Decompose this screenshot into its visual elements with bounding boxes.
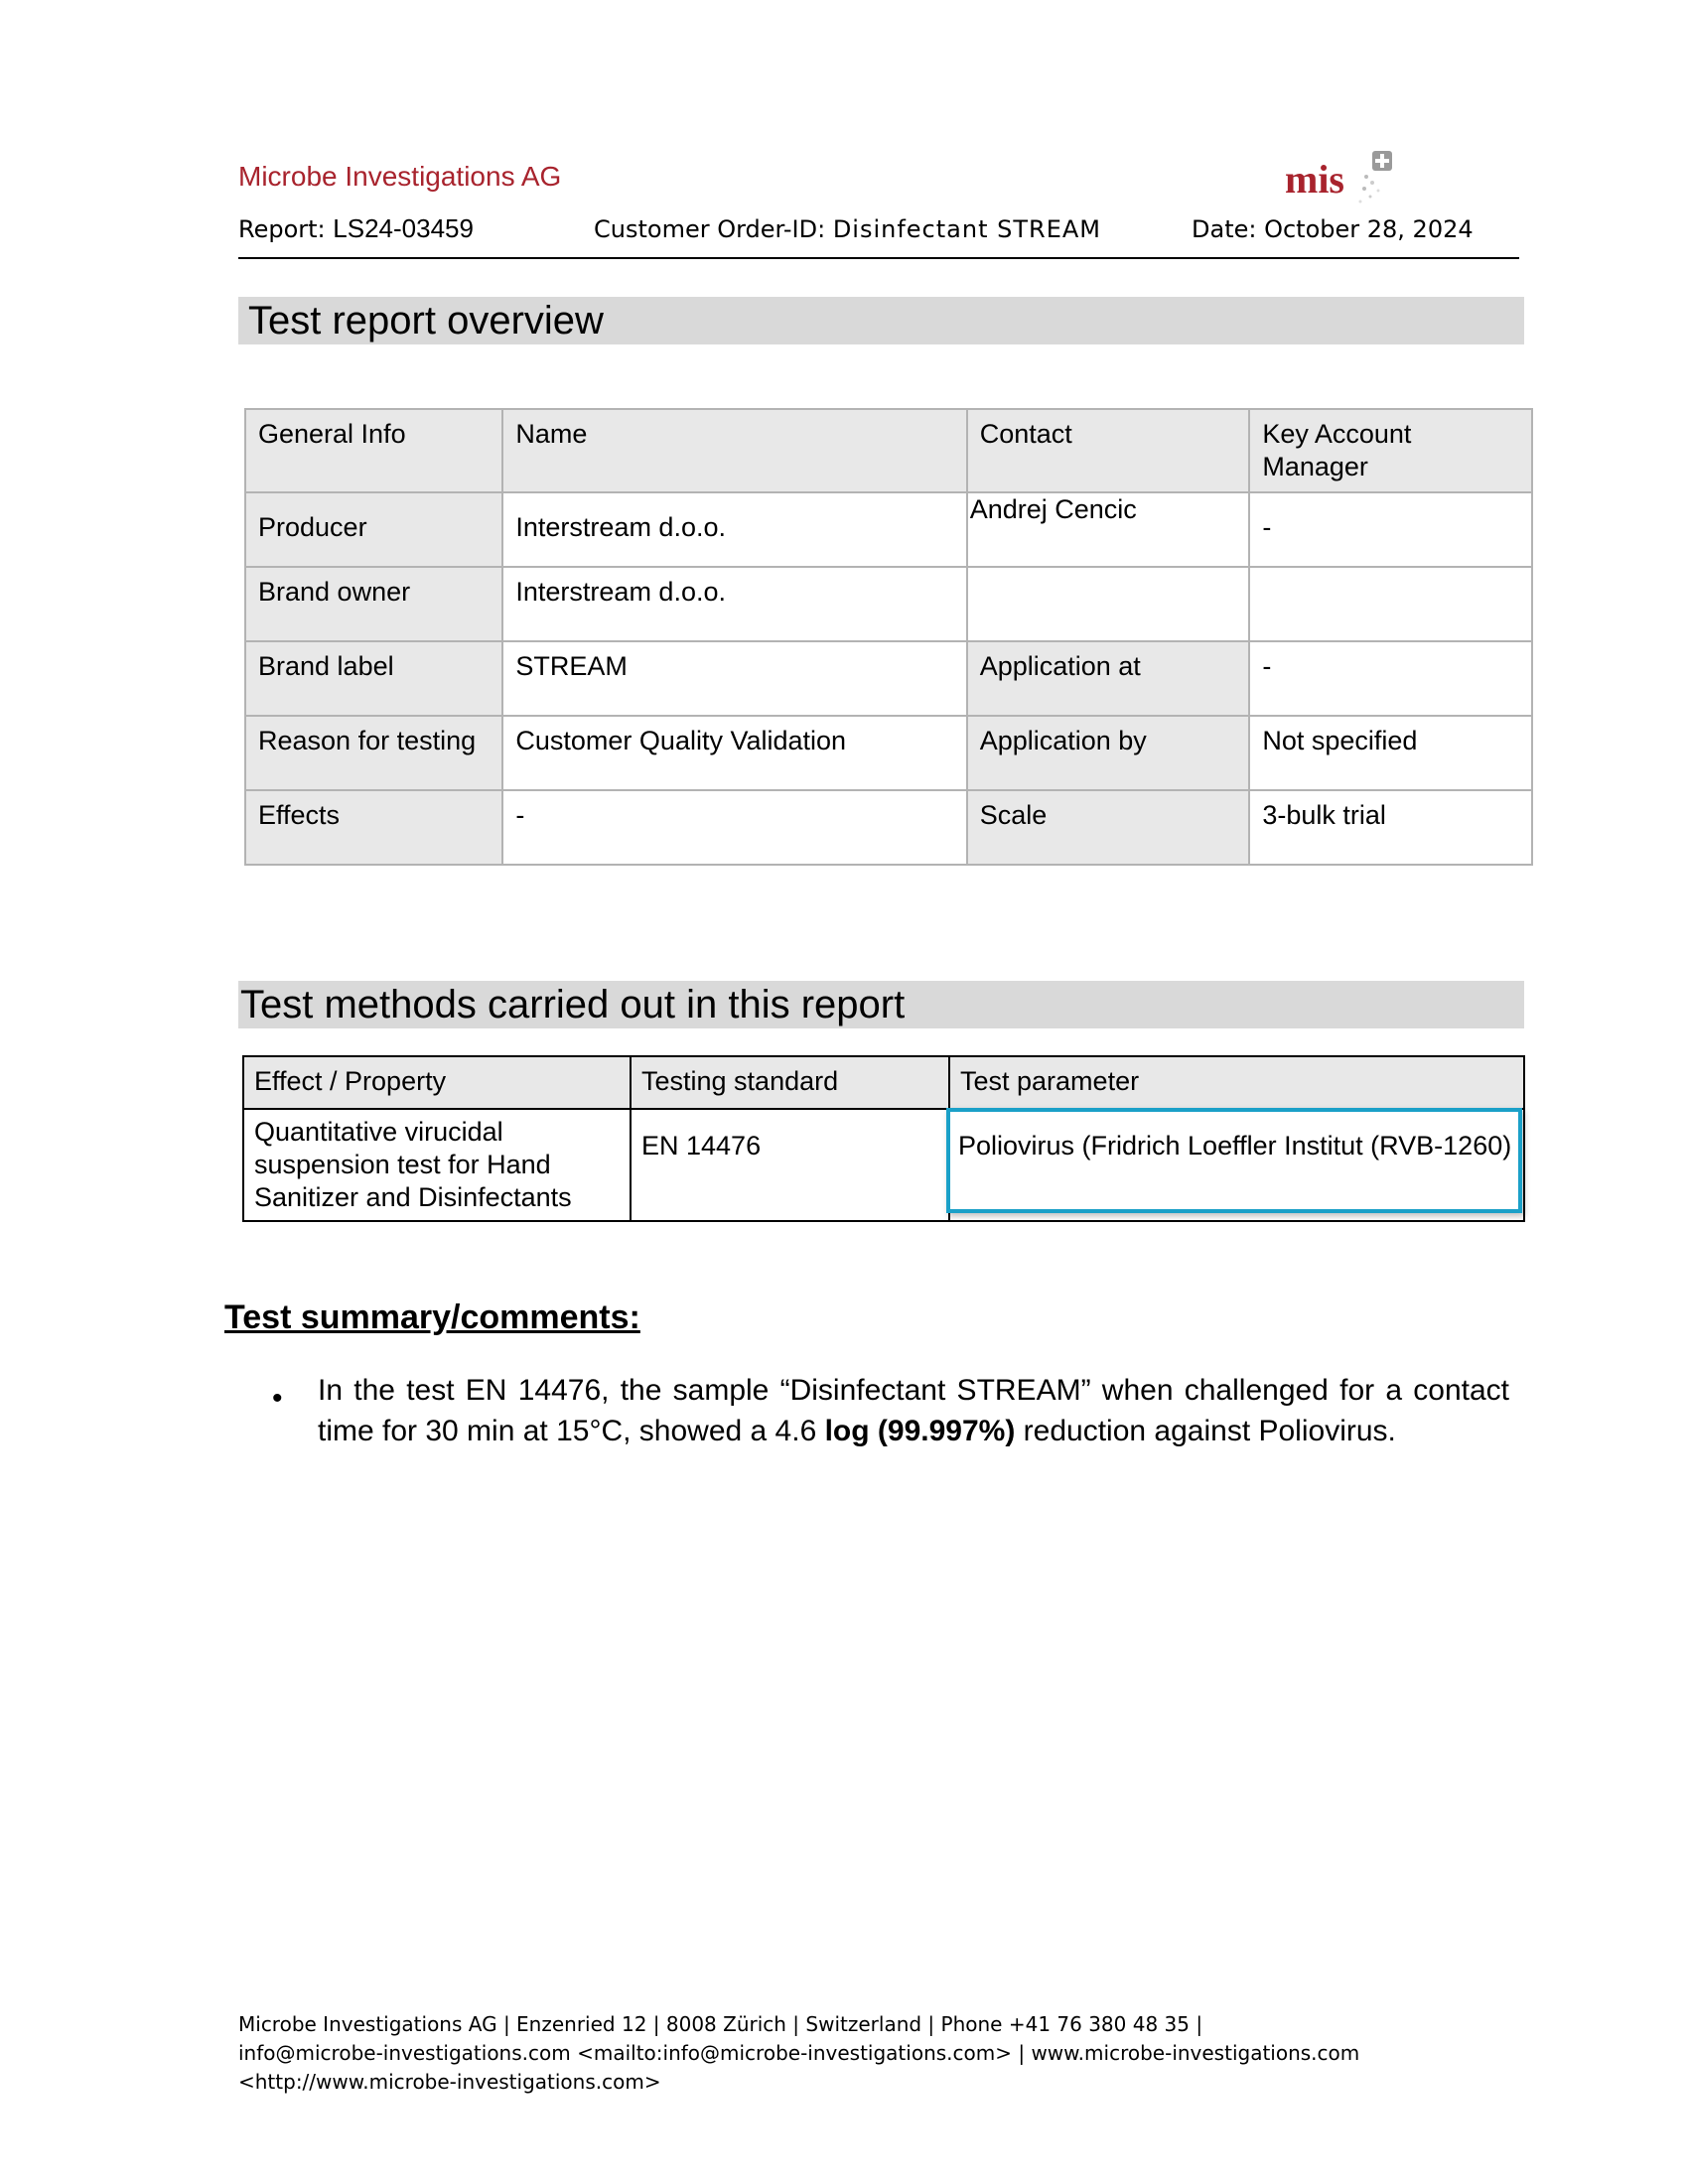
table-row	[245, 492, 1532, 567]
method-parameter-cell: Poliovirus (Fridrich Loeffler Institut (RVB-1260)	[949, 1109, 1524, 1221]
logo-text: mis	[1285, 157, 1344, 202]
overview-header-row	[245, 409, 1532, 492]
table-row	[245, 567, 1532, 641]
methods-header-cell: Effect / Property	[243, 1056, 631, 1109]
summary-text-part: In the test EN 14476, the sample “Disinfectant STREAM” when challenged for a contact time for 30 min at 15°C, showed a 4.6	[318, 1374, 1509, 1447]
overview-header-cell: Contact	[967, 409, 1250, 492]
table-cell: Not specified	[1249, 716, 1532, 790]
order-id-field	[594, 213, 1101, 244]
table-cell: Scale	[967, 790, 1250, 865]
table-cell: Brand label	[245, 641, 502, 716]
footer-line: Microbe Investigations AG | Enzenried 12 | 8008 Zürich | Switzerland | Phone +41 76 380 48 35 |	[238, 2012, 1203, 2036]
methods-header-cell: Test parameter	[949, 1056, 1524, 1109]
summary-reduction-value: log (99.997%)	[824, 1415, 1016, 1447]
table-cell: Interstream d.o.o.	[502, 492, 966, 567]
summary-title: Test summary/comments:	[224, 1298, 640, 1336]
overview-header-cell: Name	[502, 409, 966, 492]
overview-header-cell: Key Account Manager	[1249, 409, 1532, 492]
table-cell: Producer	[245, 492, 502, 567]
table-cell: -	[502, 790, 966, 865]
table-cell: Brand owner	[245, 567, 502, 641]
table-row	[245, 790, 1532, 865]
order-id: Disinfectant STREAM	[832, 215, 1101, 243]
bullet-icon: •	[272, 1382, 283, 1415]
company-logo	[1281, 147, 1400, 206]
date-label: Date:	[1192, 215, 1265, 243]
report-id: LS24-03459	[333, 213, 474, 243]
report-date: October 28, 2024	[1264, 215, 1474, 243]
overview-table	[244, 408, 1533, 866]
report-id-field	[238, 213, 474, 244]
table-cell: Effects	[245, 790, 502, 865]
methods-section-title: Test methods carried out in this report	[238, 981, 1524, 1028]
table-cell: Interstream d.o.o.	[502, 567, 966, 641]
table-cell: STREAM	[502, 641, 966, 716]
order-label: Customer Order-ID:	[594, 215, 833, 243]
summary-text-part: reduction against Poliovirus.	[1015, 1415, 1396, 1447]
parameter-highlight-box	[946, 1108, 1522, 1213]
page-footer	[238, 2010, 1529, 2097]
header-divider	[238, 257, 1519, 259]
table-cell: 3-bulk trial	[1249, 790, 1532, 865]
overview-section-title: Test report overview	[238, 297, 1524, 344]
table-row	[245, 641, 1532, 716]
methods-header-cell: Testing standard	[631, 1056, 949, 1109]
overview-header-cell: General Info	[245, 409, 502, 492]
company-name: Microbe Investigations AG	[238, 161, 562, 192]
table-cell: Application by	[967, 716, 1250, 790]
summary-text	[318, 1370, 1509, 1451]
table-row	[245, 716, 1532, 790]
table-cell: Customer Quality Validation	[502, 716, 966, 790]
footer-line: <http://www.microbe-investigations.com>	[238, 2070, 661, 2094]
method-standard-cell: EN 14476	[631, 1109, 949, 1221]
table-cell	[967, 567, 1250, 641]
methods-header-row	[243, 1056, 1524, 1109]
table-cell: -	[1249, 492, 1532, 567]
date-field	[1192, 213, 1474, 244]
table-cell: Reason for testing	[245, 716, 502, 790]
table-cell: -	[1249, 641, 1532, 716]
table-cell: Application at	[967, 641, 1250, 716]
table-cell: Andrej Cencic	[967, 492, 1250, 567]
footer-line: info@microbe-investigations.com <mailto:info@microbe-investigations.com> | www.microbe-investigations.com	[238, 2041, 1360, 2065]
method-effect-cell: Quantitative virucidal suspension test for Hand Sanitizer and Disinfectants	[243, 1109, 631, 1221]
table-cell	[1249, 567, 1532, 641]
report-label: Report:	[238, 215, 334, 243]
